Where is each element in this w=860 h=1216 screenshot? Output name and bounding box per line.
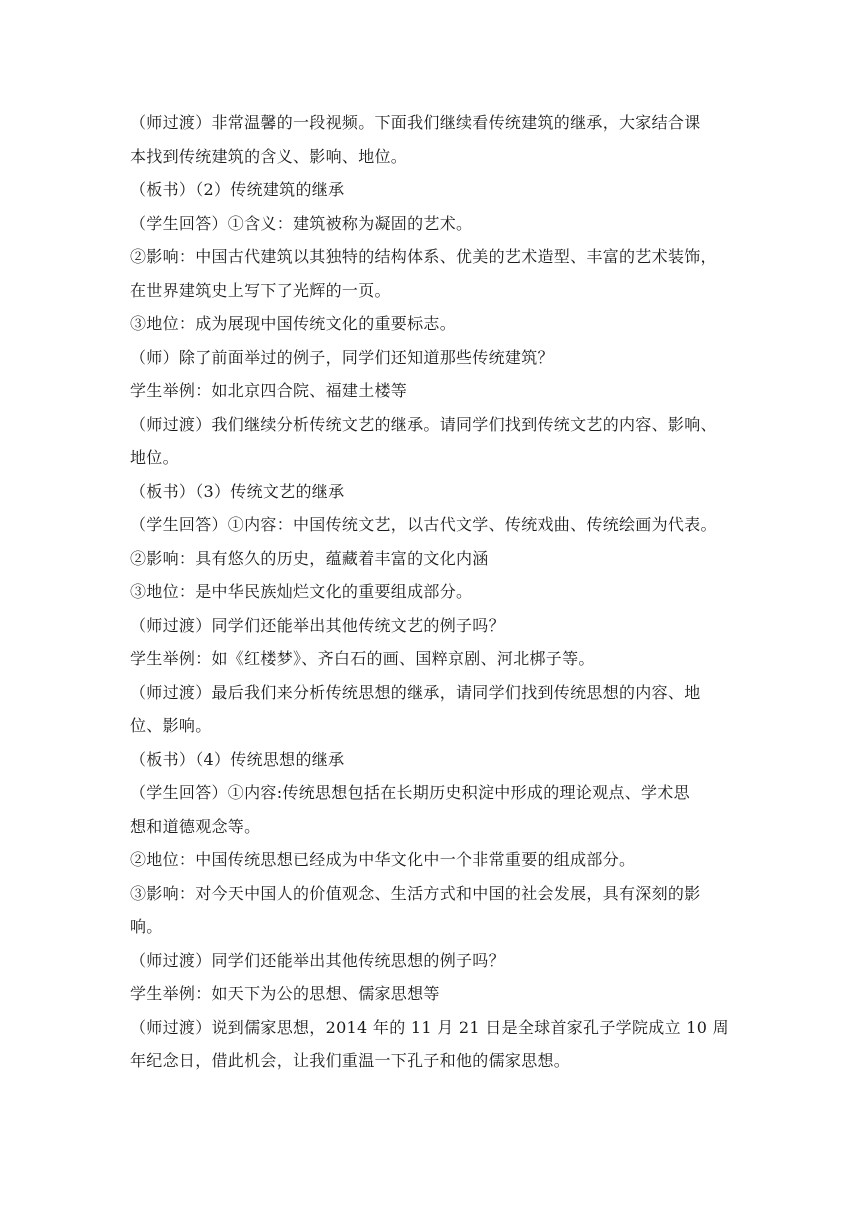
text-line: （师）除了前面举过的例子，同学们还知道那些传统建筑？ — [130, 347, 554, 367]
text-line: 位、影响。 — [130, 716, 212, 735]
text-line: （学生回答）①含义：建筑被称为凝固的艺术。 — [130, 213, 473, 233]
text-line: （师过渡）说到儒家思想，2014 年的 11 月 21 日是全球首家孔子学院成立 10 周 — [130, 1017, 729, 1037]
text-line: （师过渡）同学们还能举出其他传统文艺的例子吗？ — [130, 615, 505, 635]
text-line: （板书）（3）传统文艺的继承 — [130, 481, 345, 501]
text-line: （师过渡）非常温馨的一段视频。下面我们继续看传统建筑的继承，大家结合课 — [130, 113, 701, 132]
text-line: （学生回答）①内容:传统思想包括在长期历史积淀中形成的理论观点、学术思 — [130, 783, 690, 802]
text-line: （师过渡）我们继续分析传统文艺的继承。请同学们找到传统文艺的内容、影响、 — [130, 414, 717, 434]
text-line: 在世界建筑史上写下了光辉的一页。 — [130, 280, 391, 300]
text-line: ③地位：成为展现中国传统文化的重要标志。 — [130, 314, 457, 333]
text-line: ③地位：是中华民族灿烂文化的重要组成部分。 — [130, 582, 473, 601]
text-line: ②影响：中国古代建筑以其独特的结构体系、优美的艺术造型、丰富的艺术装饰， — [130, 247, 717, 266]
text-line: ②影响：具有悠久的历史，蕴藏着丰富的文化内涵 — [130, 548, 489, 568]
text-line: （学生回答）①内容：中国传统文艺，以古代文学、传统戏曲、传统绘画为代表。 — [130, 515, 717, 534]
text-line: 想和道德观念等。 — [130, 816, 261, 836]
text-line: （板书）（4）传统思想的继承 — [130, 749, 345, 769]
text-line: 学生举例：如北京四合院、福建土楼等 — [130, 381, 408, 400]
text-line: 学生举例：如天下为公的思想、儒家思想等 — [130, 984, 440, 1003]
text-line: （板书）（2）传统建筑的继承 — [130, 180, 345, 199]
text-line: 学生举例：如《红楼梦》、齐白石的画、国粹京剧、河北梆子等。 — [130, 649, 595, 668]
text-line: （师过渡）最后我们来分析传统思想的继承，请同学们找到传统思想的内容、地 — [130, 682, 701, 702]
text-line: 年纪念日，借此机会，让我们重温一下孔子和他的儒家思想。 — [130, 1051, 571, 1070]
text-line: ③影响：对今天中国人的价值观念、生活方式和中国的社会发展，具有深刻的影 — [130, 883, 701, 903]
document-page — [130, 106, 734, 1078]
text-line: 响。 — [130, 917, 163, 936]
text-line: 本找到传统建筑的含义、影响、地位。 — [130, 146, 408, 166]
text-line: 地位。 — [130, 448, 179, 467]
text-line: （师过渡）同学们还能举出其他传统思想的例子吗？ — [130, 950, 505, 970]
text-line: ②地位：中国传统思想已经成为中华文化中一个非常重要的组成部分。 — [130, 850, 636, 869]
